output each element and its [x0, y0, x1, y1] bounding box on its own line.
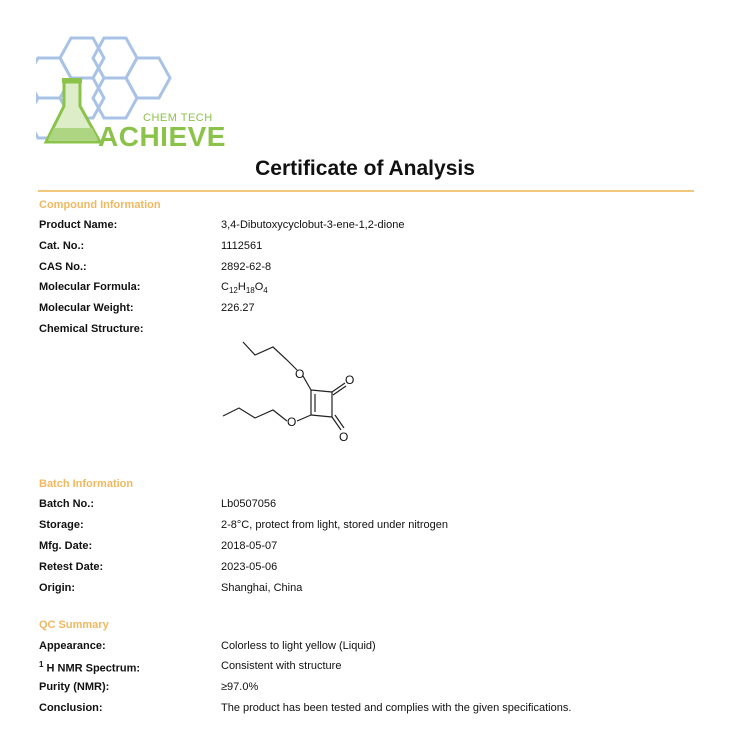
structure-atom-o1: O	[295, 367, 305, 381]
label-cas-no: CAS No.:	[39, 261, 87, 273]
row-molecular-weight	[39, 302, 699, 318]
value-storage: 2-8°C, protect from light, stored under nitrogen	[221, 519, 448, 531]
value-molecular-formula: $C_{12}H_{18}O_4$	[221, 281, 268, 296]
value-nmr-spectrum: Consistent with structure	[221, 660, 342, 672]
label-molecular-weight: Molecular Weight:	[39, 302, 134, 314]
label-nmr-spectrum: $^1$ H NMR Spectrum:	[39, 660, 141, 675]
structure-atom-o4: O	[339, 430, 349, 444]
label-retest-date: Retest Date:	[39, 561, 104, 573]
row-batch-no	[39, 498, 699, 514]
label-conclusion: Conclusion:	[39, 702, 103, 714]
value-product-name: 3,4-Dibutoxycyclobut-3-ene-1,2-dione	[221, 219, 405, 231]
label-storage: Storage:	[39, 519, 84, 531]
row-appearance	[39, 640, 699, 656]
row-purity	[39, 681, 699, 697]
value-origin: Shanghai, China	[221, 582, 303, 594]
structure-atom-o2: O	[345, 373, 355, 387]
label-product-name: Product Name:	[39, 219, 118, 231]
value-cas-no: 2892-62-8	[221, 261, 272, 273]
row-conclusion	[39, 702, 699, 718]
value-conclusion: The product has been tested and complies with the given specifications.	[221, 702, 572, 714]
label-appearance: Appearance:	[39, 640, 106, 652]
logo-subtitle: CHEM TECH	[143, 112, 213, 124]
row-origin	[39, 582, 699, 598]
section-batch-information: Batch Information	[39, 478, 134, 490]
row-mfg-date	[39, 540, 699, 556]
value-molecular-weight: 226.27	[221, 302, 255, 314]
label-mfg-date: Mfg. Date:	[39, 540, 93, 552]
value-purity: ≥97.0%	[221, 681, 259, 693]
row-molecular-formula	[39, 281, 699, 297]
label-purity: Purity (NMR):	[39, 681, 110, 693]
row-storage	[39, 519, 699, 535]
structure-atom-o3: O	[287, 415, 297, 429]
row-chemical-structure	[39, 323, 699, 339]
value-appearance: Colorless to light yellow (Liquid)	[221, 640, 376, 652]
value-retest-date: 2023-05-06	[221, 561, 278, 573]
label-cat-no: Cat. No.:	[39, 240, 85, 252]
label-origin: Origin:	[39, 582, 76, 594]
row-product-name	[39, 219, 699, 235]
label-chemical-structure: Chemical Structure:	[39, 323, 144, 335]
row-retest-date	[39, 561, 699, 577]
page-title: Certificate of Analysis	[255, 157, 475, 180]
value-mfg-date: 2018-05-07	[221, 540, 278, 552]
title-divider	[38, 190, 694, 192]
value-batch-no: Lb0507056	[221, 498, 277, 510]
chemical-structure-diagram	[215, 334, 365, 459]
row-cas-no	[39, 261, 699, 277]
section-qc-summary: QC Summary	[39, 619, 109, 631]
value-cat-no: 1112561	[221, 240, 263, 252]
section-compound-information: Compound Information	[39, 199, 161, 211]
row-cat-no	[39, 240, 699, 256]
row-nmr-spectrum	[39, 660, 699, 676]
logo-name: ACHIEVE	[98, 121, 226, 152]
label-molecular-formula: Molecular Formula:	[39, 281, 141, 293]
label-batch-no: Batch No.:	[39, 498, 94, 510]
